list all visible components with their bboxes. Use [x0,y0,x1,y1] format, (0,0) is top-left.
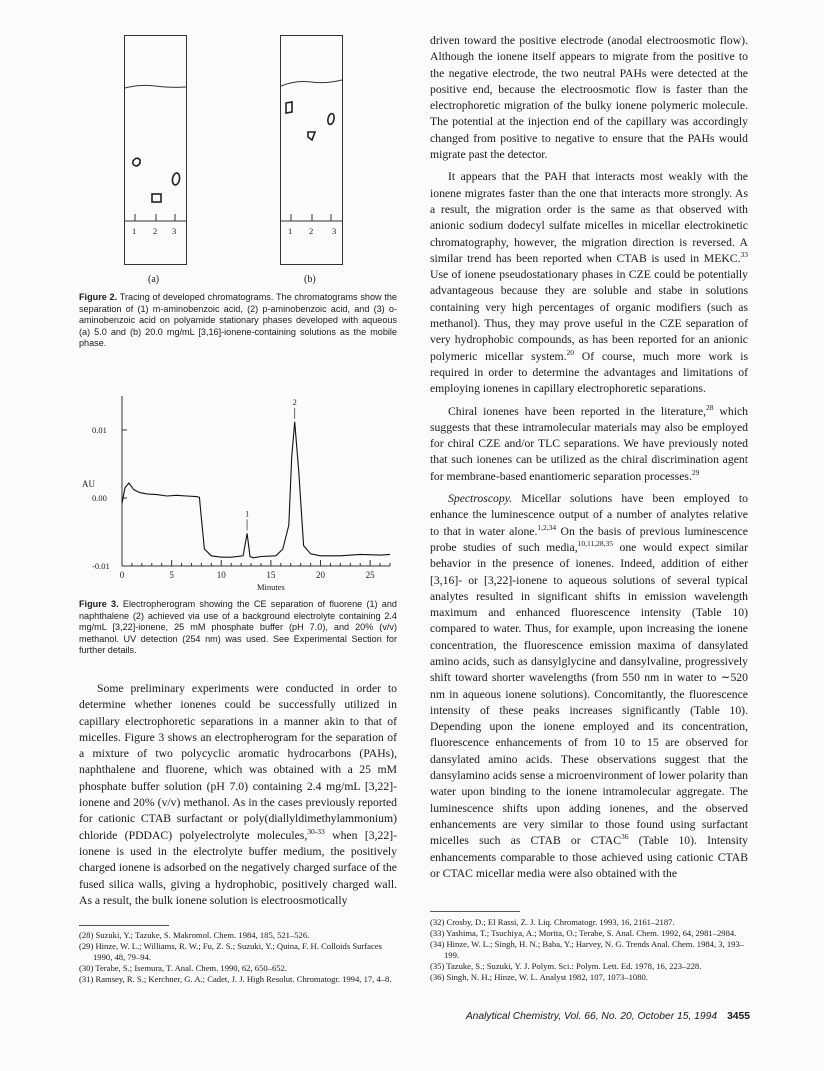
reference: (29) Hinze, W. L.; Williams, R. W.; Fu, Z. S.; Suzuki, Y.; Quina, F. H. Colloids Surfaces 1990, 48, 79–94. [79,941,382,962]
text-run: Use of ionene pseudostationary phases in CZE could be potentially advantageous because they are soluble and stabe in solutions containing very high percentages of organic modifiers (such as methanol). Thus, they may prove useful in the CZE separation of very hydrophobic compounds, as has been reported for an anionic polymeric micellar system. [430,268,748,363]
plate-b-tick-2: 2 [309,226,314,236]
x-tick-label: 15 [266,570,276,580]
references-right [430,917,750,983]
footnote-rule-right [430,911,520,912]
x-tick-label: 10 [216,570,226,580]
reference: (30) Terabe, S.; Isemura, T. Anal. Chem. 1990, 62, 650–652. [79,963,288,973]
text-run: one would expect similar behavior in the presence of ionenes. Indeed, addition of either [3,16]- or [3,22]-ionene to aqueous solutions of several typical analytes resulted in significant shifts in emission wavelength maximum and enhanced fluorescence intensity (Table 10) compared to water. Thus, for example, upon increasing the ionene concentration, the fluorescence emission maxima of dansylated amino acids, such as dansylglycine and dansylvaline, progressively shift toward shorter wavelengths (from 550 nm in water to ∼520 nm in aqueous ionene solutions). Concomitantly, the fluorescence intensity of these peaks increases significantly (Table 10). Depending upon the ionene employed and its concentration, fluorescence enhancements of from 10 to 15 are observed for dansylated amino acids. These observations suggest that the dansylamino acids sense a microenvironment of lower polarity than water upon binding to the ionene intramolecular aggregate. The luminescence shifts upon adding ionenes, and the observed enhancements are very similar to those found using surfactant micelles such as CTAB or CTAC [430,540,748,848]
text-run: which suggests that these intramolecular materials may also be employed for chiral CZE and/or TLC separations. We have previously noted that such ionenes can be utilized as the chiral discrimination agent for membrane-based enantiomeric separation processes. [430,404,748,483]
citation: 29 [691,467,700,477]
paragraph [430,169,748,397]
paragraph [430,404,748,485]
plate-a-tick-2: 2 [153,226,158,236]
peak-label: 2 [292,397,297,407]
plate-b-label: (b) [304,274,316,285]
text-run: Micellar solutions have been employed to enhance the luminescence output of a number of analytes relative to that in water alone. [430,492,748,538]
y-tick-label: 0.01 [92,425,107,435]
text-run: (Table 10). Intensity enhancements comparable to those achieved using cationic CTAB or CTAC micellar media were also obtained with the [430,834,748,880]
citation: 10,11,28,35 [577,539,614,549]
reference: (32) Crosby, D.; El Rassi, Z. J. Liq. Chromatogr. 1993, 16, 2161–2187. [430,917,675,927]
text-run: On the basis of previous luminescence probe studies of such media, [430,524,748,554]
text-run: Some preliminary experiments were conducted in order to determine whether ionenes could be successfully utilized in capillary electrophoretic separations in a manner akin to that of micelles. Figure 3 shows an electropherogram for the separation of a mixture of two polycyclic aromatic hydrocarbons (PAHs), naphthalene and fluorene, which was obtained with a 25 mM phosphate buffer solution (pH 7.0) containing 2.4 mg/mL [3,22]-ionene and 20% (v/v) methanol. As in the cases previously reported for cationic CTAB surfactant or poly(diallyldimethylammonium) chloride (PDDAC) polyelectrolyte molecules, [79,682,397,842]
plate-a-tick-1: 1 [132,226,137,236]
figure-2-caption [79,292,397,350]
page-number: 3455 [727,1011,750,1022]
paragraph [79,681,397,909]
plate-a-tick-3: 3 [172,226,177,236]
paragraph [430,33,748,163]
y-axis-label: AU [82,479,95,490]
figure-3-caption-text: Electropherogram showing the CE separation of fluorene (1) and naphthalene (2) achieved via use of a background electrolyte containing 2.4 mg/mL [3,22]-ionene, 25 mM phosphate buffer (pH 7.0), and 20% (v/v) methanol. UV detection (254 nm) was used. See Experimental Section for further details. [79,599,397,656]
x-axis-label: Minutes [256,582,285,592]
reference: (31) Ramsey, R. S.; Kerchner, G. A.; Cadet, J. J. High Resolut. Chromatogr. 1994, 17, 4–8. [79,974,392,984]
journal-citation: Analytical Chemistry, Vol. 66, No. 20, October 15, 1994 [465,1011,718,1022]
tlc-plate-b [280,35,343,265]
paragraph [430,491,748,882]
x-tick-label: 5 [169,570,174,580]
plate-b-tick-3: 3 [332,226,337,236]
footnote-rule-left [79,925,169,926]
figure-3-electropherogram [70,390,400,598]
figure-3-caption [79,599,397,657]
text-run: driven toward the positive electrode (anodal electroosmotic flow). Although the ionene itself appears to migrate from the positive to the negative electrode, the two neutral PAHs were detected at the positive end, because the electroosmotic flow is faster than the electrophoretic migration of the bulky ionene polymeric molecule. The potential at the injection end of the capillary was accordingly changed from positive to negative to ensure that the PAHs would migrate past the detector. [430,34,748,162]
electropherogram-trace [122,422,390,558]
citation: 20 [566,347,575,357]
text-run: Of course, much more work is required in order to determine the advantages and limitations of employing ionenes in capillary electrophoretic separations. [430,349,748,396]
figure-2-caption-text: Tracing of developed chromatograms. The chromatograms show the separation of (1) m-aminobenzoic acid, (2) p-aminobenzoic acid, and (3) o-aminobenzoic acid on polyamide stationary phases developed with aqueous (a) 5.0 and (b) 20.0 mg/mL [3,16]-ionene-containing solutions as the mobile phase. [79,292,397,349]
right-column-text [430,33,748,882]
x-tick-label: 0 [119,570,125,580]
section-heading: Spectroscopy. [448,492,513,506]
citation: 28 [706,402,714,412]
references-left [79,930,399,985]
text-run: when [3,22]-ionene is used in the electrolyte buffer medium, the positively charged ionene is adsorbed on the negatively charged surface of the fused silica walls, giving a hydrophobic, positively charged wall. As a result, the bulk ionene solution is electroosmotically [79,828,397,907]
x-tick-label: 20 [316,570,326,580]
reference: (33) Yashima, T.; Tsuchiya, A.; Morita, O.; Terabe, S. Anal. Chem. 1992, 64, 2981–2984. [430,928,737,938]
x-tick-label: 25 [365,570,375,580]
citation: 36 [621,832,629,842]
text-run: It appears that the PAH that interacts most weakly with the ionene migrates faster than the one that interacts more strongly. As a result, the migration order is the same as that observed with anionic sodium dodecyl sulfate micelles in micellar electrokinetic chromatography, however, the migration direction is reversed. A similar trend has been reported when CTAB is used in MEKC. [430,170,748,265]
text-run: Chiral ionenes have been reported in the literature, [448,404,706,418]
citation: 1,2,34 [537,522,557,532]
y-tick-label: 0.00 [92,493,107,503]
left-column-text [79,681,397,909]
page-footer [440,1011,750,1022]
reference: (34) Hinze, W. L.; Singh, H. N.; Baba, Y.; Harvey, N. G. Trends Anal. Chem. 1984, 3, 193–199. [430,939,745,960]
reference: (36) Singh, N. H.; Hinze, W. L. Analyst 1982, 107, 1073–1080. [430,972,648,982]
peak-label: 1 [245,509,250,519]
figure-3-caption-lead: Figure 3. [79,599,119,609]
reference: (35) Tazuke, S.; Suzuki, Y. J. Polym. Sci.: Polym. Lett. Ed. 1978, 16, 223–228. [430,961,702,971]
citation: 30-33 [307,826,325,836]
reference: (28) Suzuki, Y.; Tazuke, S. Makromol. Chem. 1984, 185, 521–526. [79,930,310,940]
figure-2-caption-lead: Figure 2. [79,292,118,302]
plate-a-label: (a) [148,274,160,285]
citation: 33 [740,249,748,259]
y-tick-label: -0.01 [92,561,110,571]
tlc-plate-a [124,35,187,265]
plate-b-tick-1: 1 [288,226,293,236]
